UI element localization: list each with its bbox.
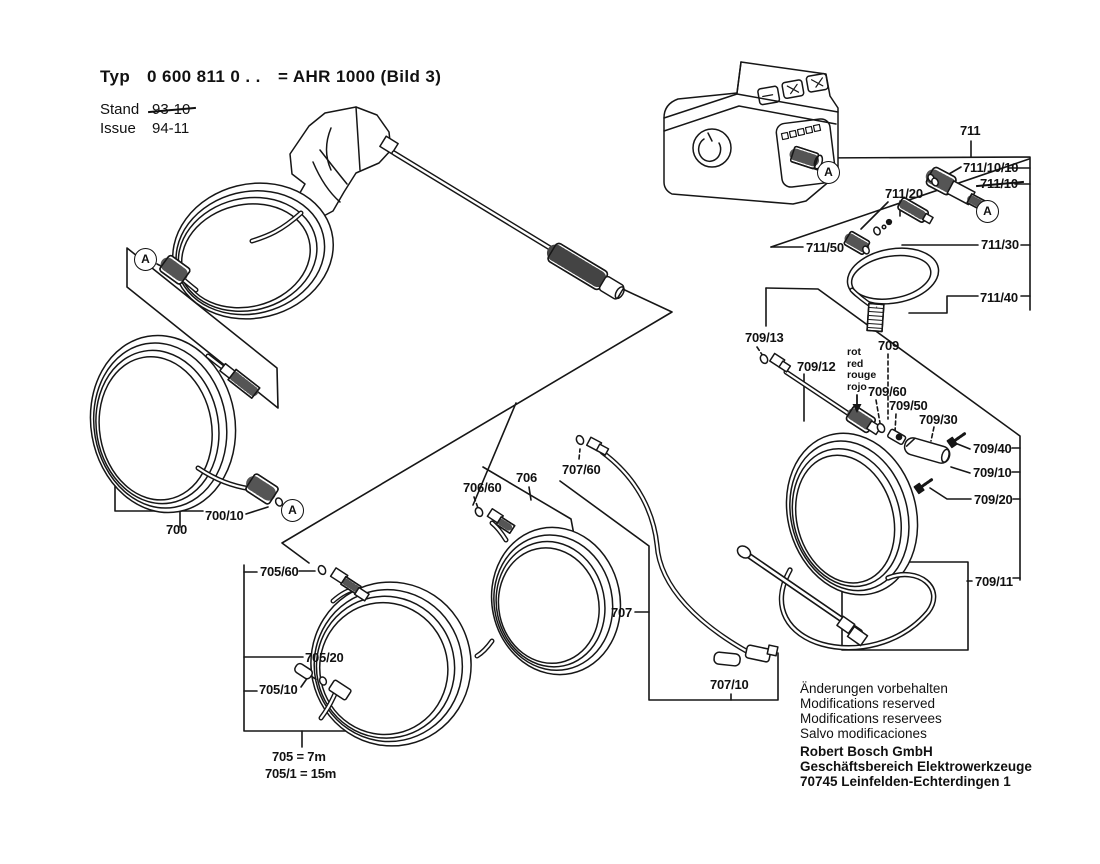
stand-value: 93-10 [152,101,191,118]
color-note [847,347,876,393]
part-label-700: 700 [166,522,188,537]
hose-706-coil [478,515,634,686]
connection-marker-a: A [817,161,840,184]
part-label-709-11: 709/11 [975,574,1013,589]
part-label-709-13: 709/13 [745,330,784,345]
part-label-711-20: 711/20 [885,186,923,201]
part-label-706-60: 706/60 [463,480,502,495]
part-label-711-10-10: 711/10/10 [963,160,1019,175]
doc-model: = AHR 1000 (Bild 3) [278,67,442,86]
part-label-705-60: 705/60 [260,564,299,579]
part-label-709-50: 709/50 [889,398,928,413]
part-label-707-10: 707/10 [710,677,749,692]
company-name: Robert Bosch GmbH [800,744,933,759]
stand-label: Stand [100,101,140,118]
connection-marker-a: A [281,499,304,522]
part-label-709-60: 709/60 [868,384,907,399]
notice-de: Änderungen vorbehalten [800,681,948,696]
footer-block [800,681,1032,789]
spray-gun [290,107,627,301]
notice-es: Salvo modificaciones [800,726,927,741]
part-label-711-50: 711/50 [806,240,844,255]
part-label-709-10: 709/10 [973,465,1012,480]
part-label-705-length: 705 = 7m [272,749,326,764]
connection-marker-a: A [134,248,157,271]
issue-label: Issue [100,120,136,137]
company-division: Geschäftsbereich Elektrowerkzeuge [800,759,1032,774]
part-label-711-30: 711/30 [981,237,1019,252]
part-label-709: 709 [878,338,900,353]
machine-unit [664,62,838,204]
color-note-es: rojo [847,380,867,393]
hose-700-coil [77,324,250,524]
part-label-700-10: 700/10 [205,508,244,523]
part-label-707-60: 707/60 [562,462,601,477]
part-label-709-20: 709/20 [974,492,1013,507]
part-label-705-20: 705/20 [305,650,344,665]
part-label-705-1-length: 705/1 = 15m [265,766,337,781]
part-label-711-40: 711/40 [980,290,1018,305]
part-label-711: 711 [960,123,981,138]
part-label-707: 707 [611,605,633,620]
lance-grip [547,242,609,291]
color-note-en: red [847,357,864,370]
doc-type-label: Typ [100,67,131,86]
part-label-709-12: 709/12 [797,359,836,374]
notice-fr: Modifications reservees [800,711,942,726]
color-note-de: rot [847,346,861,358]
part-label-706: 706 [516,470,538,485]
notice-en: Modifications reserved [800,696,936,711]
part-label-711-10: 711/10 [980,176,1018,191]
color-note-fr: rouge [847,369,877,381]
issue-value: 94-11 [152,120,190,137]
part-label-709-30: 709/30 [919,412,958,427]
part-label-709-40: 709/40 [973,441,1012,456]
part-label-705-10: 705/10 [259,682,298,697]
doc-type-number: 0 600 811 0 . . [147,67,261,86]
connection-marker-a: A [976,200,999,223]
company-address: 70745 Leinfelden-Echterdingen 1 [800,774,1011,789]
